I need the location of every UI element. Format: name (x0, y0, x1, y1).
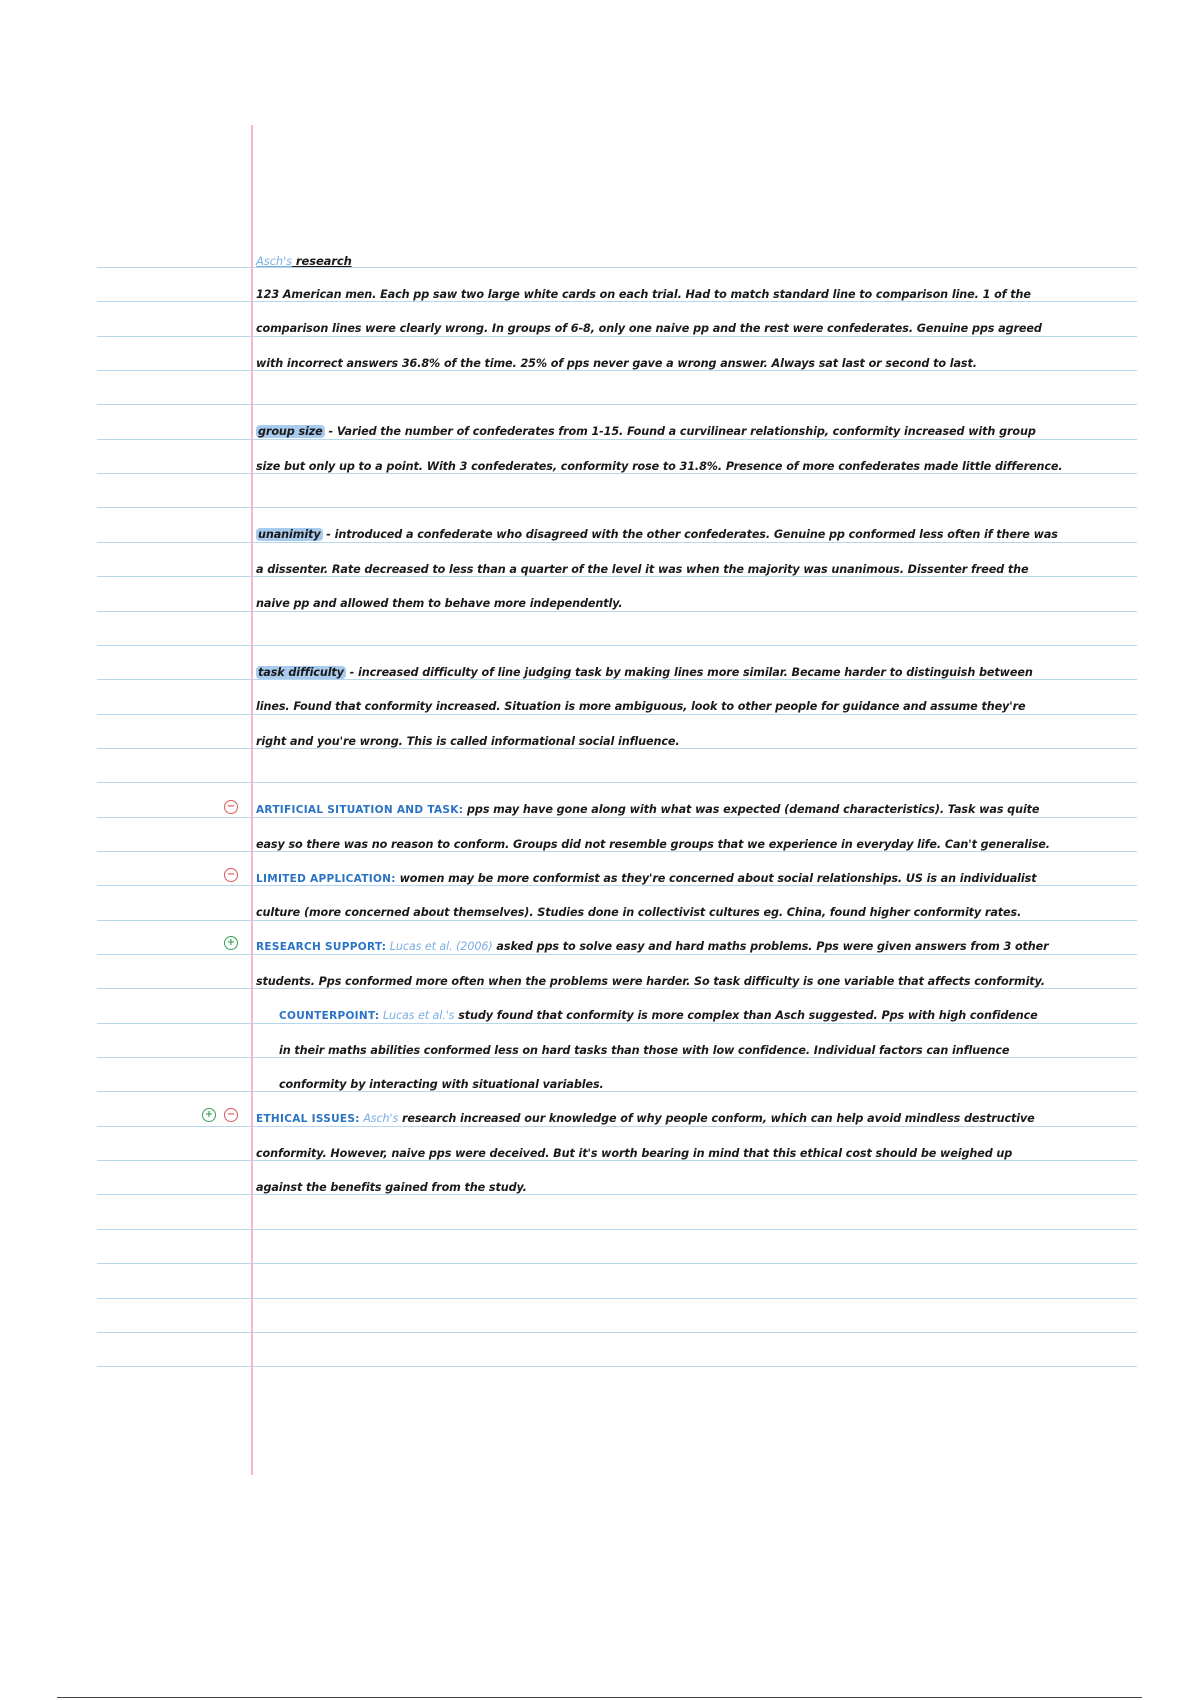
research-text: asked pps to solve easy and hard maths problems. Pps were given answers from 3 other (492, 940, 1049, 953)
ruled-line (97, 1263, 1137, 1264)
task-difficulty-text: - increased difficulty of line judging task by making lines more similar. Became harder to distinguish between (345, 666, 1033, 679)
task-difficulty-line-1 (256, 666, 1033, 679)
ethical-heading: ETHICAL ISSUES: (256, 1113, 360, 1125)
research-line-1 (256, 940, 1049, 953)
plus-icon: + (224, 936, 238, 950)
counterpoint-ref: Lucas et al.'s (379, 1009, 455, 1022)
counterpoint-line-3: conformity by interacting with situational variables. (279, 1078, 604, 1091)
artificial-heading: ARTIFICIAL SITUATION AND TASK: (256, 804, 464, 816)
ruled-line (97, 1298, 1137, 1299)
minus-icon: − (224, 1108, 238, 1122)
limited-line-1 (256, 872, 1036, 885)
task-difficulty-label: task difficulty (258, 666, 344, 679)
group-size-text: - Varied the number of confederates from 1-15. Found a curvilinear relationship, conformity increased with group (324, 425, 1036, 438)
page-bottom-rule (57, 1697, 1142, 1698)
ruled-line (97, 714, 1137, 715)
minus-icon: − (224, 800, 238, 814)
counterpoint-heading: COUNTERPOINT: (279, 1010, 380, 1022)
ruled-line (97, 954, 1137, 955)
intro-line-2: comparison lines were clearly wrong. In groups of 6-8, only one naive pp and the rest were confederates. Genuine pps agreed (256, 322, 1042, 335)
ruled-line (97, 1332, 1137, 1333)
group-size-line-2: size but only up to a point. With 3 confederates, conformity rose to 31.8%. Presence of more confederates made little difference. (256, 460, 1063, 473)
ruled-line (97, 439, 1137, 440)
title-name: Asch's (256, 254, 293, 268)
unanimity-line-3: naive pp and allowed them to behave more independently. (256, 597, 623, 610)
ruled-line (97, 782, 1137, 783)
artificial-line-1 (256, 803, 1039, 816)
task-difficulty-line-3: right and you're wrong. This is called informational social influence. (256, 735, 680, 748)
group-size-line-1 (256, 425, 1036, 438)
margin-line (251, 125, 253, 1475)
ruled-line (97, 473, 1137, 474)
intro-line-3: with incorrect answers 36.8% of the time. 25% of pps never gave a wrong answer. Always sat last or second to last. (256, 357, 977, 370)
ruled-line (97, 1229, 1137, 1230)
limited-heading: LIMITED APPLICATION: (256, 873, 396, 885)
artificial-line-2: easy so there was no reason to conform. Groups did not resemble groups that we experience in everyday life. Can't generalise. (256, 838, 1050, 851)
ethical-line-1 (256, 1112, 1035, 1125)
counterpoint-line-1 (279, 1009, 1038, 1022)
ethical-line-2: conformity. However, naive pps were deceived. But it's worth bearing in mind that this ethical cost should be weighed up (256, 1147, 1013, 1160)
section-title (256, 254, 352, 268)
unanimity-line-1 (256, 528, 1058, 541)
ruled-line (97, 404, 1137, 405)
group-size-label: group size (258, 425, 323, 438)
unanimity-label: unanimity (258, 528, 321, 541)
ruled-line (97, 817, 1137, 818)
ruled-line (97, 988, 1137, 989)
ruled-line (97, 748, 1137, 749)
intro-line-1: 123 American men. Each pp saw two large white cards on each trial. Had to match standard line to comparison line. 1 of the (256, 288, 1031, 301)
unanimity-line-2: a dissenter. Rate decreased to less than a quarter of the level it was when the majority was unanimous. Dissenter freed the (256, 563, 1029, 576)
ruled-line (97, 920, 1137, 921)
ruled-line (97, 301, 1137, 302)
ruled-line (97, 645, 1137, 646)
ruled-line (97, 1023, 1137, 1024)
artificial-text: pps may have gone along with what was expected (demand characteristics). Task was quite (463, 803, 1040, 816)
ruled-line (97, 885, 1137, 886)
research-ref: Lucas et al. (2006) (386, 940, 493, 953)
ruled-line (97, 576, 1137, 577)
unanimity-text: - introduced a confederate who disagreed with the other confederates. Genuine pp conformed less often if there was (322, 528, 1058, 541)
research-heading: RESEARCH SUPPORT: (256, 941, 387, 953)
ethical-line-3: against the benefits gained from the study. (256, 1181, 527, 1194)
ruled-line (97, 336, 1137, 337)
limited-line-2: culture (more concerned about themselves). Studies done in collectivist cultures eg. China, found higher conformity rates. (256, 906, 1022, 919)
ruled-line (97, 1366, 1137, 1367)
minus-icon: − (224, 868, 238, 882)
ruled-line (97, 1126, 1137, 1127)
ruled-line (97, 507, 1137, 508)
counterpoint-text: study found that conformity is more complex than Asch suggested. Pps with high confidence (454, 1009, 1038, 1022)
plus-icon: + (202, 1108, 216, 1122)
ruled-line (97, 1194, 1137, 1195)
ruled-line (97, 1160, 1137, 1161)
ruled-line (97, 370, 1137, 371)
counterpoint-line-2: in their maths abilities conformed less on hard tasks than those with low confidence. Individual factors can influence (279, 1044, 1010, 1057)
ruled-line (97, 1091, 1137, 1092)
ruled-line (97, 542, 1137, 543)
title-rest: research (292, 254, 352, 268)
ruled-line (97, 1057, 1137, 1058)
task-difficulty-line-2: lines. Found that conformity increased. Situation is more ambiguous, look to other people for guidance and assume they're (256, 700, 1026, 713)
limited-text: women may be more conformist as they're concerned about social relationships. US is an individualist (395, 872, 1037, 885)
ruled-line (97, 611, 1137, 612)
ethical-text: research increased our knowledge of why people conform, which can help avoid mindless destructive (398, 1112, 1035, 1125)
research-line-2: students. Pps conformed more often when the problems were harder. So task difficulty is one variable that affects conformity. (256, 975, 1045, 988)
ruled-line (97, 679, 1137, 680)
ethical-ref: Asch's (359, 1112, 399, 1125)
ruled-line (97, 851, 1137, 852)
ruled-line (97, 267, 1137, 268)
